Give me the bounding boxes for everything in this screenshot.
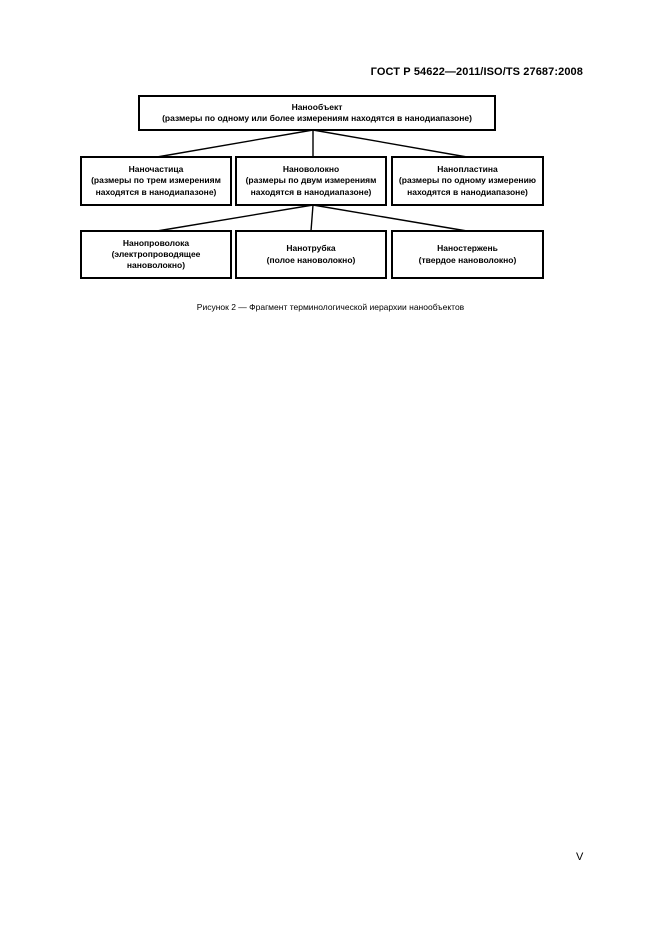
connector-root-plate [313, 130, 467, 157]
connector-root-particle [157, 130, 313, 157]
nanoplate-box [391, 156, 544, 206]
nanotube-note: (полое нановолокно) [266, 254, 356, 265]
nanoparticle-box [80, 156, 232, 206]
connector-fibre-wire [157, 205, 313, 231]
nanorod-note: (твердое нановолокно) [418, 254, 517, 265]
nanorod-box [391, 230, 544, 279]
nanoplate-note: (размеры по одному измерению находятся в нанодиапазоне) [398, 175, 537, 197]
nanowire-title: Нанопроволока [122, 237, 190, 248]
nanoparticle-note: (размеры по трем измерениям находятся в нанодиапазоне) [91, 175, 221, 197]
nanotube-box [235, 230, 387, 279]
nanowire-box [80, 230, 232, 279]
document-header: ГОСТ Р 54622—2011/ISO/TS 27687:2008 [370, 66, 583, 78]
page-number: V [576, 851, 584, 863]
nanoobject-note: (размеры по одному или более измерениям находятся в нанодиапазоне) [162, 113, 472, 123]
nanofibre-title: Нановолокно [282, 164, 340, 175]
nanorod-title: Наностержень [437, 243, 498, 254]
nanoobject-title: Нанообъект [291, 101, 343, 112]
figure-caption: Рисунок 2 — Фрагмент терминологической иерархии нанообъектов [196, 302, 465, 312]
nanoplate-title: Нанопластина [437, 164, 498, 175]
nanofibre-box [235, 156, 387, 206]
nanoparticle-title: Наночастица [128, 164, 184, 175]
nanoobject-box [138, 95, 496, 131]
nanowire-note: (электропроводящее нановолокно) [111, 248, 201, 271]
nanotube-title: Нанотрубка [286, 243, 336, 254]
connector-fibre-rod [313, 205, 467, 231]
nanofibre-note: (размеры по двум измерениям находятся в нанодиапазоне) [245, 175, 377, 197]
connector-fibre-tube [311, 205, 313, 231]
